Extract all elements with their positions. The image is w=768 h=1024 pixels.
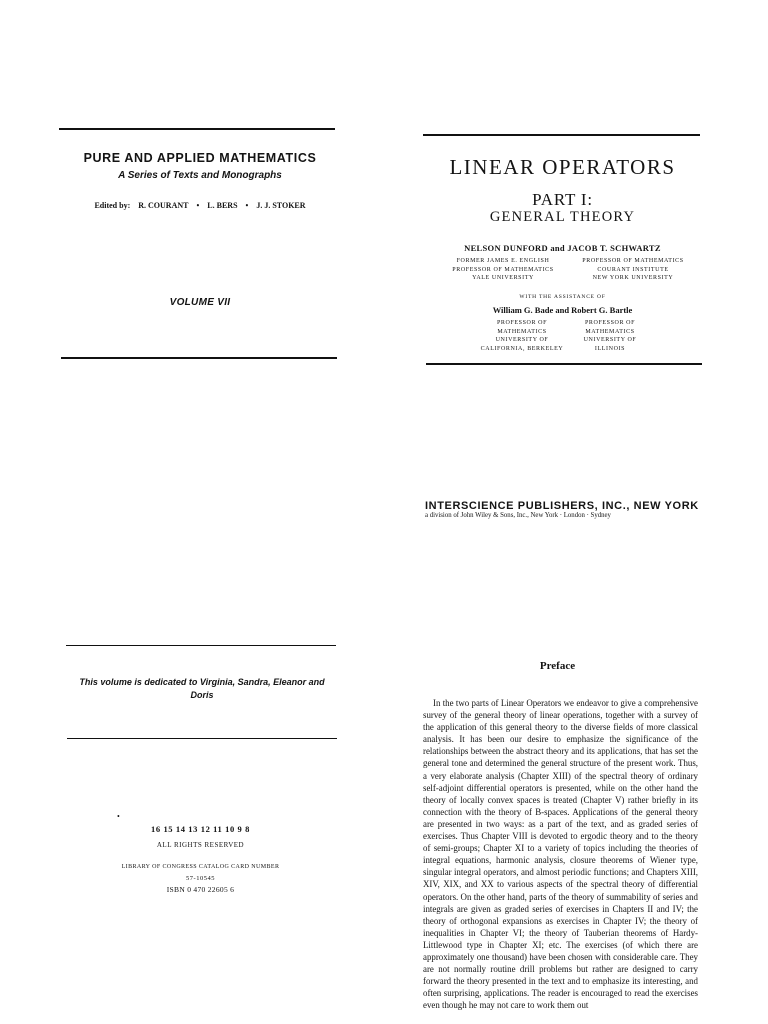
isbn: ISBN 0 470 22605 6 <box>166 885 235 894</box>
series-subtitle: A Series of Texts and Monographs <box>118 170 282 181</box>
preface-heading: Preface <box>539 660 576 672</box>
editor-name: J. J. STOKER <box>256 201 306 210</box>
assistants: William G. Bade and Robert G. Bartle <box>492 305 633 315</box>
publisher-division: a division of John Wiley & Sons, Inc., New York · London · Sydney <box>425 512 611 519</box>
affiliation-line: MATHEMATICS <box>585 328 635 335</box>
publisher-name: INTERSCIENCE PUBLISHERS, INC., NEW YORK <box>425 500 699 512</box>
affiliation-line: NEW YORK UNIVERSITY <box>592 275 674 281</box>
rule-title-top <box>423 134 700 136</box>
affiliation-line: PROFESSOR OF MATHEMATICS <box>452 266 554 273</box>
loc-catalog-label: LIBRARY OF CONGRESS CATALOG CARD NUMBER <box>121 864 280 870</box>
catalog-card-number: 57-10545 <box>186 875 215 882</box>
editor-name: R. COURANT <box>138 201 189 210</box>
affiliation-line: ILLINOIS <box>594 345 626 352</box>
affiliation-line: MATHEMATICS <box>497 328 547 335</box>
rule-series-bottom <box>61 357 337 359</box>
authors: NELSON DUNFORD and JACOB T. SCHWARTZ <box>464 243 661 253</box>
series-title: PURE AND APPLIED MATHEMATICS <box>83 151 317 165</box>
affiliation-line: CALIFORNIA, BERKELEY <box>480 345 564 352</box>
volume-number: VOLUME VII <box>169 297 231 308</box>
affiliation-line: PROFESSOR OF MATHEMATICS <box>582 258 684 264</box>
affiliation-line: YALE UNIVERSITY <box>472 275 534 281</box>
rule-title-bottom <box>426 363 702 365</box>
preface-text <box>423 697 698 1011</box>
edited-by-label: Edited by: <box>94 201 131 210</box>
separator: • <box>196 201 200 210</box>
affiliation-line: COURANT INSTITUTE <box>597 266 669 273</box>
assistant-affiliation-bartle <box>565 319 655 353</box>
affiliation-line: PROFESSOR OF <box>584 320 636 326</box>
book-subtitle: GENERAL THEORY <box>489 209 636 225</box>
author-affiliation-schwartz <box>563 257 703 283</box>
affiliation-line: PROFESSOR OF <box>496 320 548 326</box>
rule-dedication-bottom <box>67 738 337 739</box>
preface-paragraph: In the two parts of Linear Operators we endeavor to give a comprehensive survey of the general theory of linear operations, together with a survey of the application of this general theory to the diverse fields of more classical analysis. It has been our desire to emphasize the significance of the relationships between the abstract theory and its applications, that has set the general tone and determined the general structure of the present work. Thus, a very elaborate analysis (Chapter XIII) of the spectral theory of ordinary self-adjoint differential operators is presented, while on the other hand the theory of locally convex spaces is treated (Chapter V) rather briefly in its connection with the theory of B-spaces. Applications of the general theory are presented in two ways: as a part of the text, and as graded series of exercises. Thus Chapter VIII is devoted to ergodic theory and to the theory of semi-groups; Chapter XI to a variety of topics including the theories of integral equations, harmonic analysis, closure theorems of Wiener type, singular integral operators, and almost periodic functions; and Chapters XIII, XIV, XIX, and XX to various aspects of the spectral theory of differential operators. On the other hand, parts of the theory of summability of series and integrals are given as graded series of exercises in Chapters II and IV; the theory of orthogonal expansions as exercises in Chapter IV; the theory of inequalities in Chapter VI; the theory of Tauberian theorems of Hardy-Littlewood type in Chapter XI; etc. The exercises (of which there are approximately one thousand) have been chosen with considerable care. They are not normally routine drill problems but rather are designed to carry forward the theory presented in the text and to emphasize its interesting, and often surprising, applications. The reader is encouraged to read the exercises even though he may not care to work them out <box>423 698 698 1011</box>
author-affiliation-dunford <box>438 257 568 283</box>
affiliation-line: UNIVERSITY OF <box>495 337 549 343</box>
assistance-label: WITH THE ASSISTANCE OF <box>519 294 606 300</box>
printing-line: 16 15 14 13 12 11 10 9 8 <box>151 824 250 834</box>
printer-mark: • <box>117 812 120 821</box>
editor-name: L. BERS <box>207 201 238 210</box>
book-title: LINEAR OPERATORS <box>449 155 676 179</box>
assistant-affiliation-bade <box>462 319 582 353</box>
editors-line <box>60 201 340 210</box>
book-part: PART I: <box>532 190 593 209</box>
dedication: This volume is dedicated to Virginia, Sandra, Eleanor and Doris <box>79 677 325 700</box>
affiliation-line: FORMER JAMES E. ENGLISH <box>456 258 550 264</box>
rule-series-top <box>59 128 335 130</box>
rights-reserved: ALL RIGHTS RESERVED <box>156 841 245 849</box>
separator: • <box>245 201 249 210</box>
affiliation-line: UNIVERSITY OF <box>583 337 637 343</box>
rule-dedication-top <box>66 645 336 646</box>
